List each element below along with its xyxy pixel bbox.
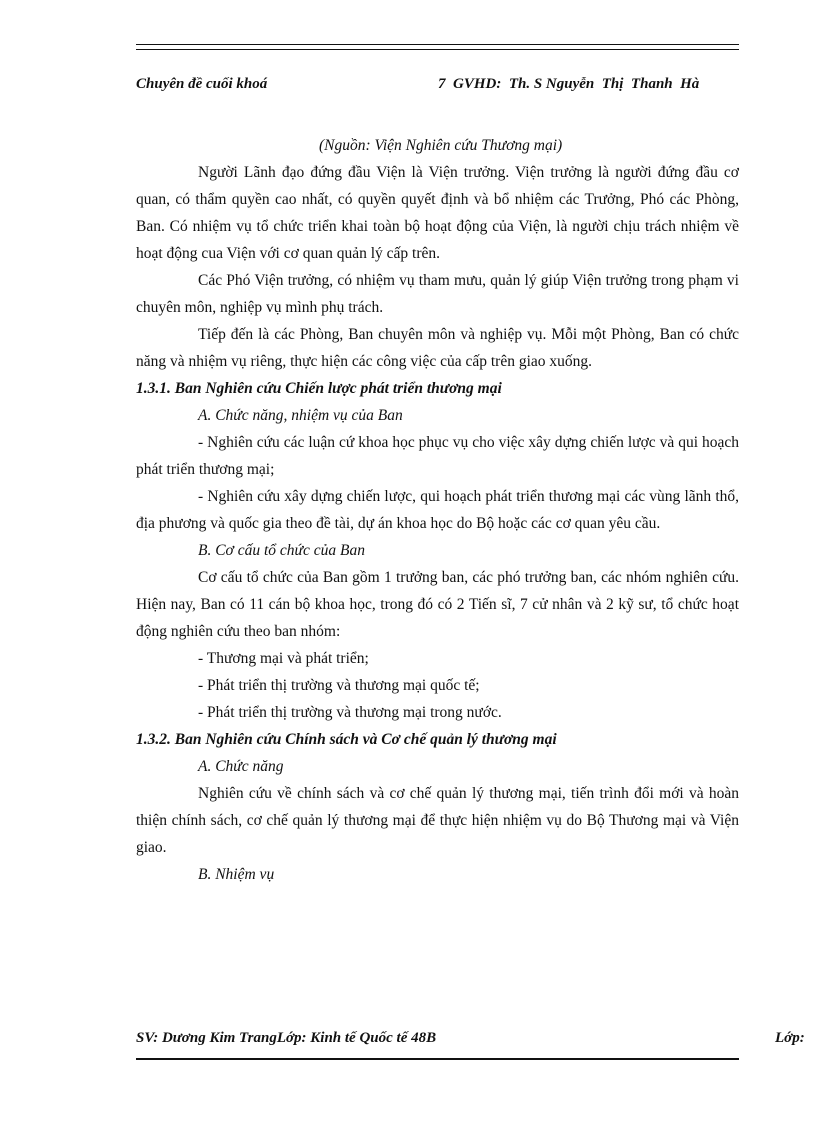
footer-student: SV: Dương Kim TrangLớp: Kinh tế Quốc tế 48B <box>136 1030 437 1046</box>
paragraph: Người Lãnh đạo đứng đầu Viện là Viện trưởng. Viện trưởng là người đứng đầu cơ quan, có thẩm quyền cao nhất, có quyền quyết định và bổ nhiệm các Trưởng, Phó các Phòng, Ban. Có nhiệm vụ tổ chức triển khai toàn bộ hoạt động của Viện, là người chịu trách nhiệm về hoạt động cua Viện với cơ quan quản lý cấp trên. <box>136 164 739 262</box>
footer-class: Lớp: <box>775 1030 805 1046</box>
paragraph: Các Phó Viện trưởng, có nhiệm vụ tham mưu, quản lý giúp Viện trưởng trong phạm vi chuyên môn, nghiệp vụ mình phụ trách. <box>136 272 739 316</box>
header-rule <box>136 44 739 50</box>
subsection-heading: B. Nhiệm vụ <box>198 866 275 883</box>
paragraph: - Nghiên cứu xây dựng chiến lược, qui hoạch phát triển thương mại các vùng lãnh thổ, địa phương và quốc gia theo đề tài, dự án khoa học do Bộ hoặc các cơ quan yêu cầu. <box>136 488 739 532</box>
header-advisor: 7 GVHD: Th. S Nguyễn Thị Thanh Hà <box>438 76 700 92</box>
header-title: Chuyên đề cuối khoá <box>136 76 268 92</box>
paragraph: Cơ cấu tổ chức của Ban gồm 1 trưởng ban, các phó trưởng ban, các nhóm nghiên cứu. Hiện nay, Ban có 11 cán bộ khoa học, trong đó có 2 Tiến sĩ, 7 cử nhân và 2 kỹ sư, tổ chức hoạt động nghiên cứu theo ban nhóm: <box>136 569 739 640</box>
paragraph: Tiếp đến là các Phòng, Ban chuyên môn và nghiệp vụ. Mỗi một Phòng, Ban có chức năng và nhiệm vụ riêng, thực hiện các công việc của cấp trên giao xuống. <box>136 326 739 370</box>
subsection-heading: A. Chức năng <box>198 758 284 775</box>
document-body <box>136 132 739 888</box>
section-heading: 1.3.2. Ban Nghiên cứu Chính sách và Cơ chế quản lý thương mại <box>136 731 557 748</box>
section-heading: 1.3.1. Ban Nghiên cứu Chiến lược phát triển thương mại <box>136 380 502 397</box>
subsection-heading: B. Cơ cấu tổ chức của Ban <box>198 542 365 559</box>
list-item: - Phát triển thị trường và thương mại quốc tế; <box>198 677 480 694</box>
paragraph: Nghiên cứu về chính sách và cơ chế quản lý thương mại, tiến trình đổi mới và hoàn thiện chính sách, cơ chế quản lý thương mại để thực hiện nhiệm vụ do Bộ Thương mại và Viện giao. <box>136 785 739 856</box>
subsection-heading: A. Chức năng, nhiệm vụ của Ban <box>198 407 403 424</box>
footer-rule <box>136 1058 739 1060</box>
list-item: - Phát triển thị trường và thương mại trong nước. <box>198 704 502 721</box>
list-item: - Thương mại và phát triển; <box>198 650 369 667</box>
paragraph: - Nghiên cứu các luận cứ khoa học phục vụ cho việc xây dựng chiến lược và qui hoạch phát triển thương mại; <box>136 434 739 478</box>
source-note: (Nguồn: Viện Nghiên cứu Thương mại) <box>319 137 563 154</box>
